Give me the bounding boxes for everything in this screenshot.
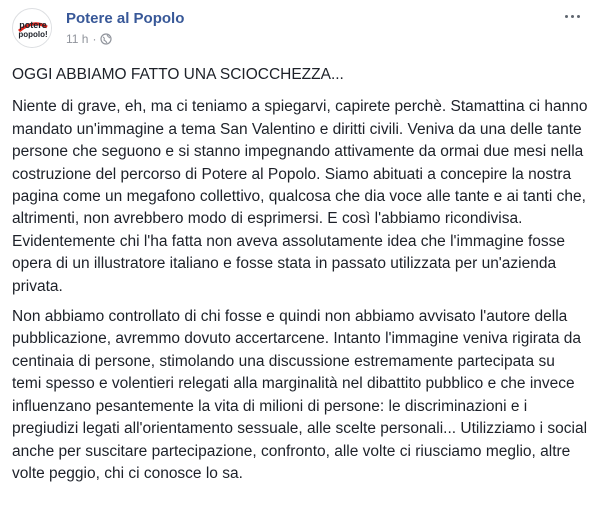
- post-paragraph: Non abbiamo controllato di chi fosse e quindi non abbiamo avvisato l'autore della pubblicazione, avremmo dovuto accertarcene. Intanto l'immagine veniva rigirata da centinaia di persone, stimolando una discussione estremamente partecipata su temi spesso e volentieri relegati alla marginalità nel dibattito pubblico e che invece influenzano pesantemente la vita di milioni di persone: le discriminazioni e i pregiudizi legati all'orientamento sessuale, alle scelte personali... Utilizziamo i social anche per suscitare partecipazione, confronto, alle volte ci riusciamo meglio, altre volte peggio, chi ci conosce lo sa.: [12, 308, 588, 482]
- post-body: [12, 64, 588, 485]
- logo-text-bottom: popolo!: [18, 30, 48, 39]
- post-headline: OGGI ABBIAMO FATTO UNA SCIOCCHEZZA...: [12, 66, 344, 83]
- more-options-icon[interactable]: [560, 8, 584, 24]
- logo-text-top: potere: [19, 20, 47, 30]
- globe-icon[interactable]: [100, 33, 112, 45]
- page-avatar[interactable]: [12, 8, 52, 48]
- post-paragraph: Niente di grave, eh, ma ci teniamo a spiegarvi, capirete perchè. Stamattina ci hanno mandato un'immagine a tema San Valentino e diritti civili. Veniva da una delle tante persone che seguono e si stanno impegnando attivamente da ormai due mesi nella costruzione del percorso di Potere al Popolo. Siamo abituati a concepire la nostra pagina come un megafono collettivo, qualcosa che dia voce alle tante e ai tanti che, altrimenti, non avrebbero modo di esprimersi. E così l'abbiamo ricondivisa. Evidentemente chi l'ha fatta non aveva assolutamente idea che l'immagine fosse opera di un illustratore italiano e fosse stata in passato utilizzata per un'azienda privata.: [12, 98, 588, 295]
- post-timestamp[interactable]: 11 h: [66, 32, 89, 46]
- potere-al-popolo-logo: [13, 9, 52, 48]
- post-header: [12, 2, 588, 58]
- meta-separator: ·: [92, 32, 97, 46]
- page-name-link[interactable]: Potere al Popolo: [66, 10, 185, 27]
- post-meta: [66, 32, 112, 46]
